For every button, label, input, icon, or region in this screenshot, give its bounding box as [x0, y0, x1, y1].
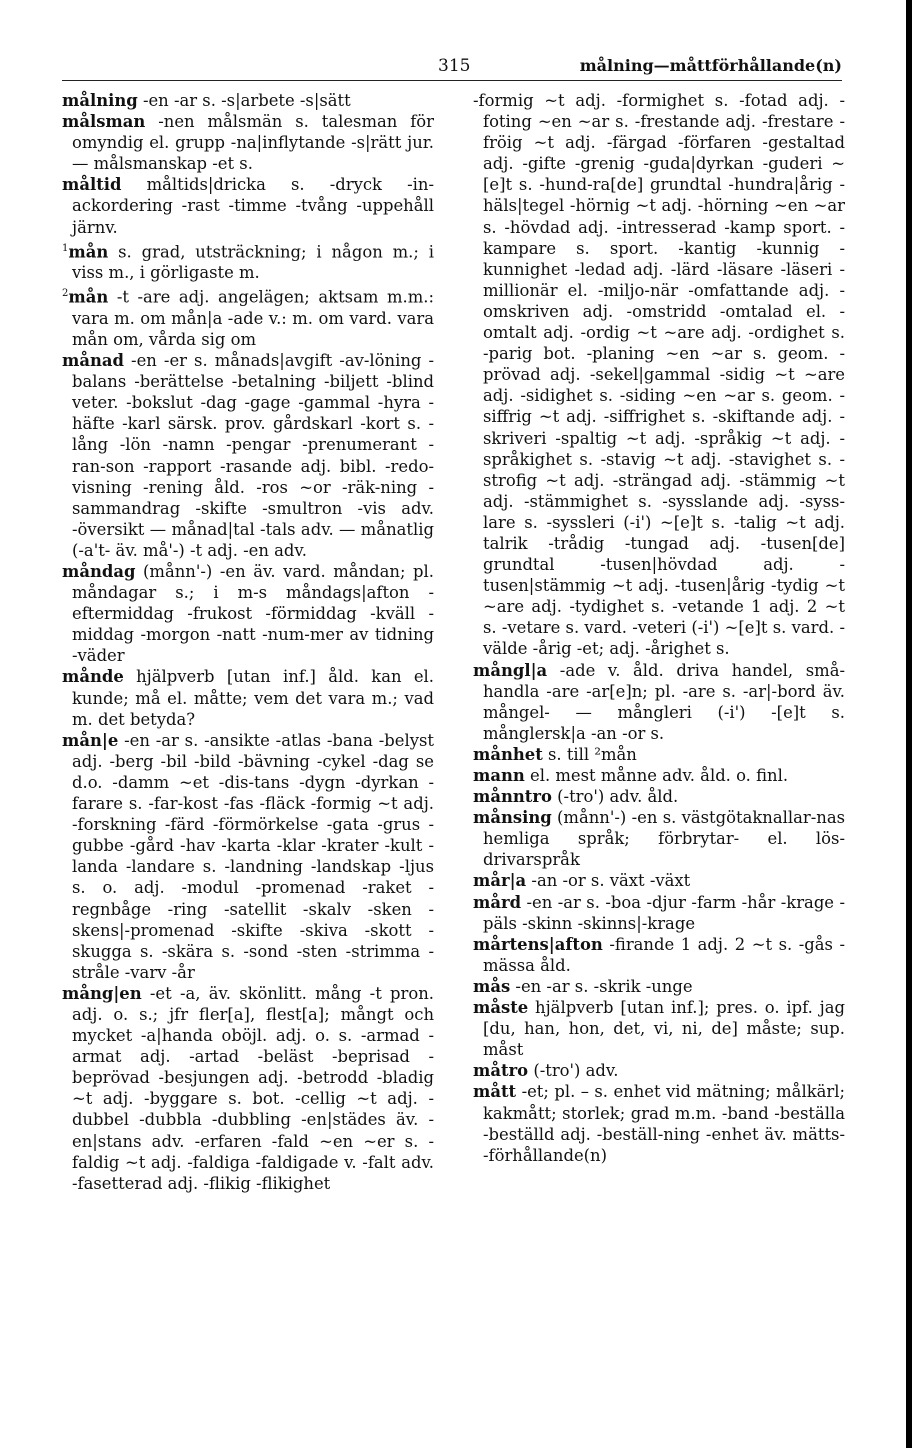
entry-body: (månn'-) -en äv. vard. måndan; pl. måndagar s.; i m-s måndags|afton -eftermiddag -frukost -förmiddag -kväll -middag -morgon -natt -num-mer av tidning -väder — [72, 562, 434, 666]
page-header — [60, 56, 842, 78]
running-head: målning—måttförhållande(n) — [579, 56, 842, 75]
headword: mått — [473, 1082, 517, 1102]
entry-body: -en -ar s. -skrik -unge — [515, 976, 693, 996]
entry-body: måltids|dricka s. -dryck -in-ackordering -rast -timme -tvång -uppehåll järnv. — [72, 175, 434, 237]
headword: måltid — [62, 175, 122, 195]
entry-body: (månn'-) -en s. västgötaknallar-nas hemliga språk; förbrytar- el. lös-drivarspråk — [483, 808, 845, 870]
homograph-number: 1 — [62, 242, 69, 254]
entry-body: s. till ²mån — [548, 744, 637, 764]
entry-body: hjälpverb [utan inf.] åld. kan el. kunde; må el. måtte; vem det vara m.; vad m. det betyda? — [72, 667, 434, 729]
entry-body: s. grad, utsträckning; i någon m.; i viss m., i görligaste m. — [72, 242, 434, 283]
entry-body: -en -ar s. -boa -djur -farm -hår -krage -päls -skinn -skinns|-krage — [483, 892, 845, 933]
entry-body: -en -ar s. -ansikte -atlas -bana -belyst adj. -berg -bil -bild -bävning -cykel -dag se d.o. -damm ~et -dis-tans -dygn -dyrkan -farare s. -far-kost -fas -fläck -formig ~t adj. -forskning -färd -förmörkelse -gata -grus -gubbe -gård -hav -karta -klar -krater -kult -landa -landare s. -landning -landskap -ljus s. o. adj. -modul -promenad -raket -regnbåge -ring -satellit -skalv -sken -skens|-promenad -skifte -skiva -skott -skugga s. -skära s. -sond -sten -strimma -stråle -varv -år — [72, 730, 434, 982]
headword: mångl|a — [473, 660, 548, 680]
headword: månad — [62, 351, 124, 371]
headword: mån — [68, 287, 109, 307]
headword: måndag — [62, 562, 136, 581]
headword: mårtens|afton — [473, 934, 603, 954]
headword: månde — [62, 667, 124, 687]
dictionary-entry — [473, 786, 845, 807]
header-rule — [62, 80, 842, 81]
headword: mån|e — [62, 730, 119, 750]
entry-body: (-tro') adv. åld. — [557, 787, 679, 807]
dictionary-entry — [473, 870, 845, 891]
right-column — [473, 90, 845, 1166]
left-column — [62, 90, 434, 1194]
headword: månntro — [473, 787, 552, 807]
page-number: 315 — [438, 56, 471, 76]
entry-body: -nen målsmän s. talesman för omyndig el. grupp -na|inflytande -s|rätt jur. — målsmanskap -et s. — [72, 112, 434, 174]
headword: mård — [473, 892, 522, 912]
dictionary-entry — [473, 1081, 845, 1165]
headword: mås — [473, 976, 511, 996]
entry-body: -firande 1 adj. 2 ~t s. -gås -mässa åld. — [483, 934, 846, 975]
entry-body: -et -a, äv. skönlitt. mång -t pron. adj. o. s.; jfr fler[a], flest[a]; mångt och mycket -a|handa oböjl. adj. o. s. -armad -armat adj. -artad -beläst -beprisad -beprövad -besjungen adj. -betrodd -bladig ~t adj. -byggare s. bot. -cellig ~t adj. -dubbel -dubbla -dubbling -en|städes äv. -en|stans adv. -erfaren -fald ~en ~er s. -faldig ~t adj. -faldiga -faldigade v. -falt adv. -fasetterad adj. -flikig -flikighet — [72, 983, 434, 1193]
headword: måtro — [473, 1061, 529, 1081]
dictionary-entry — [473, 744, 845, 765]
dictionary-entry — [473, 934, 845, 976]
entry-body: hjälpverb [utan inf.]; pres. o. ipf. jag [du, han, hon, det, vi, ni, de] måste; sup. måst — [483, 998, 845, 1060]
headword: månhet — [473, 744, 543, 764]
dictionary-entry — [62, 90, 434, 111]
dictionary-entry — [473, 976, 845, 997]
headword: målsman — [62, 112, 146, 132]
dictionary-entry — [62, 238, 434, 284]
dictionary-entry — [62, 666, 434, 729]
dictionary-entry — [62, 283, 434, 350]
dictionary-entry — [62, 174, 434, 237]
dictionary-entry — [473, 807, 845, 870]
entry-body: -formig ~t adj. -formighet s. -fotad adj. -foting ~en ~ar s. -frestande adj. -frestare -fröig ~t adj. -färgad -förfaren -gestaltad adj. -gifte -grenig -guda|dyrkan -guderi ~[e]t s. -hund-ra[de] grundtal -hundra|årig -häls|tegel -hörnig ~t adj. -hörning ~en ~ar s. -hövdad adj. -intresserad -kamp sport. -kampare s. sport. -kantig -kunnig -kunnighet -ledad adj. -lärd -läsare -läseri -millionär el. -miljo-när -omfattande adj. -omskriven adj. -omstridd -omtalad el. -omtalt adj. -ordig ~t ~are adj. -ordighet s. -parig bot. -planing ~en ~ar s. geom. -prövad adj. -sekel|gammal -sidig ~t ~are adj. -sidighet s. -siding ~en ~ar s. geom. -siffrig ~t adj. -siffrighet s. -skiftande adj. -skriveri -spaltig ~t adj. -språkig ~t adj. -språkighet s. -stavig ~t adj. -stavighet s. -strofig ~t adj. -strängad adj. -stämmig ~t adj. -stämmighet s. -sysslande adj. -syss-lare s. -syssleri (-i') ~[e]t s. -talig ~t adj. talrik -trådig -tungad adj. -tusen[de] grundtal -tusen|hövdad adj. -tusen|stämmig ~t adj. -tusen|årig -tydig ~t ~are adj. -tydighet s. -vetande 1 adj. 2 ~t s. -vetare s. vard. -veteri (-i') ~[e]t s. vard. -välde -årig -et; adj. -årighet s. — [473, 91, 845, 659]
headword: mann — [473, 766, 525, 785]
dictionary-entry — [62, 561, 434, 666]
entry-body: -et; pl. – s. enhet vid mätning; målkärl; kakmått; storlek; grad m.m. -band -beställa -beställd adj. -beställ-ning -enhet äv. mätts- -förhållande(n) — [483, 1082, 845, 1165]
dictionary-entry — [473, 1060, 845, 1081]
dictionary-entry — [62, 111, 434, 174]
entry-body: -en -er s. månads|avgift -av-löning -balans -berättelse -betalning -biljett -blind veter. -bokslut -dag -gage -gammal -hyra -häfte -karl särsk. prov. gårdskarl -kort s. -lång -lön -namn -pengar -prenumerant -ran-son -rapport -rasande adj. bibl. -redo-visning -rening åld. -ros ~or -räk-ning -sammandrag -skifte -smultron -vis adv. -översikt — månad|tal -tals adv. — månatlig (-a't- äv. må'-) -t adj. -en adv. — [72, 351, 434, 560]
dictionary-entry — [473, 997, 845, 1060]
homograph-number: 2 — [62, 288, 69, 300]
dictionary-entry — [473, 90, 845, 660]
dictionary-entry — [62, 350, 434, 561]
entry-body: -t -are adj. angelägen; aktsam m.m.: vara m. om mån|a -ade v.: m. om vard. vara mån om, vårda sig om — [72, 287, 434, 349]
dictionary-entry — [473, 765, 845, 786]
dictionary-entry — [473, 660, 845, 744]
headword: mång|en — [62, 983, 142, 1003]
headword: månsing — [473, 808, 552, 828]
entry-body: -ade v. åld. driva handel, små-handla -are -ar[e]n; pl. -are s. -ar|-bord äv. mångel- — mångleri (-i') -[e]t s. månglersk|a -an -or s. — [483, 660, 845, 743]
entry-body: el. mest månne adv. åld. o. finl. — [530, 766, 789, 785]
dictionary-entry — [62, 983, 434, 1194]
entry-body: -an -or s. växt -växt — [531, 871, 691, 891]
entry-body: (-tro') adv. — [533, 1061, 619, 1081]
headword: mår|a — [473, 871, 527, 891]
dictionary-entry — [473, 892, 845, 934]
headword: mån — [68, 242, 109, 262]
entry-body: -en -ar s. -s|arbete -s|sätt — [142, 91, 351, 110]
headword: målning — [62, 91, 138, 110]
dictionary-entry — [62, 730, 434, 983]
scan-edge — [906, 0, 912, 1448]
headword: måste — [473, 998, 529, 1018]
